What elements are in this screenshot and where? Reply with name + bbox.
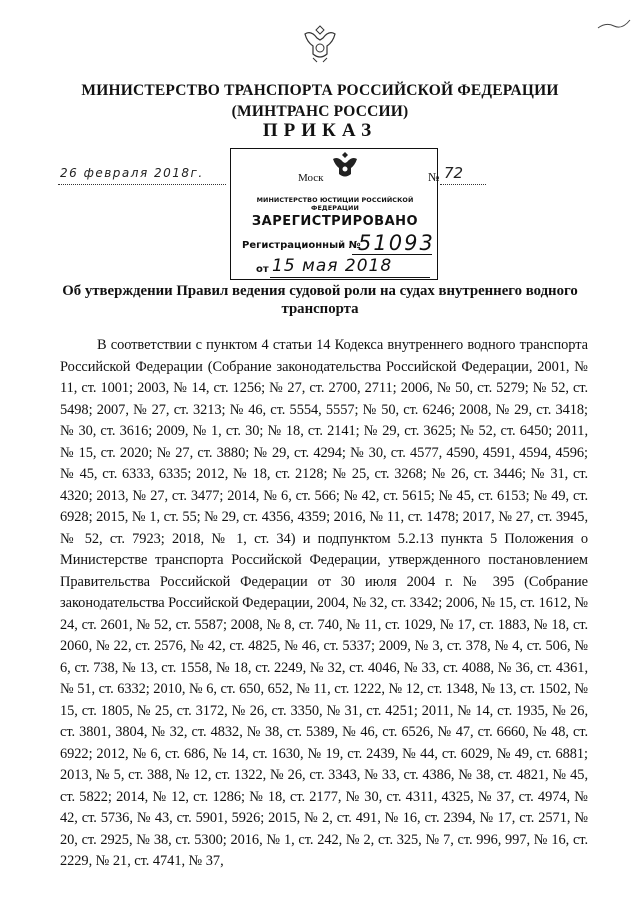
scan-mark-icon (596, 14, 632, 34)
order-date: 26 февраля 2018г. (60, 166, 204, 180)
order-number-label: № (428, 170, 440, 184)
date-underline (58, 184, 226, 185)
stamp-date: 15 мая 2018 (272, 256, 393, 276)
stamp-reg-underline (352, 254, 432, 255)
stamp-reg-number: 51093 (358, 231, 435, 255)
order-body-paragraph: В соответствии с пунктом 4 статьи 14 Кодекса внутреннего водного транспорта Российской Федерации (Собрание законодательства Российской Федерации, 2001, № 11, ст. 1001; 2003, № 14, ст. 1256; № 27, ст. 2700, 2711; 2006, № 50, ст. 5279; № 52, ст. 5498; 2007, № 27, ст. 3213; № 46, ст. 5554, 5557; № 50, ст. 6246; 2008, № 29, ст. 3418; № 30, ст. 3616; 2009, № 1, ст. 30; № 18, ст. 2141; № 29, ст. 3625; № 52, ст. 6450; 2011, № 15, ст. 2020; № 27, ст. 3880; № 29, ст. 4294; № 30, ст. 4577, 4590, 4591, 4594, 4596; № 45, ст. 6333, 6335; 2012, № 18, ст. 2128; № 25, ст. 3268; № 26, ст. 3446; № 31, ст. 4320; 2013, № 27, ст. 3477; 2014, № 6, ст. 566; № 42, ст. 5615; № 45, ст. 6153; № 49, ст. 6928; 2015, № 1, ст. 55; № 29, ст. 4356, 4359; 2016, № 11, ст. 1478; 2017, № 27, ст. 3945, № 52, ст. 7923; 2018, № 1, ст. 34) и подпунктом 5.2.13 пункта 5 Положения о Министерстве транспорта Российской Федерации, утвержденного постановлением Правительства Российской Федерации от 30 июля 2004 г. № 395 (Собрание законодательства Российской Федерации, 2004, № 32, ст. 3342; 2006, № 15, ст. 1612, № 24, ст. 2601, № 52, ст. 5587; 2008, № 8, ст. 740, № 11, ст. 1029, № 17, ст. 1883, № 18, ст. 2060, № 22, ст. 2576, № 42, ст. 4825, № 46, ст. 5337; 2009, № 3, ст. 378, № 4, ст. 506, № 6, ст. 738, № 13, ст. 1558, № 18, ст. 2249, № 32, ст. 4046, № 33, ст. 4088, № 36, ст. 4361, № 51, ст. 6332; 2010, № 6, ст. 650, 652, № 11, ст. 1222, № 12, ст. 1348, № 13, ст. 1502, № 15, ст. 1805, № 25, ст. 3172, № 26, ст. 3350, № 31, ст. 4251; 2011, № 14, ст. 1935, № 26, ст. 3801, 3804, № 32, ст. 4832, № 38, ст. 5389, № 46, ст. 6526, № 47, ст. 6660, № 48, ст. 6922; 2012, № 6, ст. 686, № 14, ст. 1630, № 19, ст. 2439, № 44, ст. 6029, № 49, ст. 6881; 2013, № 5, ст. 388, № 12, ст. 1322, № 26, ст. 3343, № 33, ст. 4386, № 38, ст. 4821, № 45, ст. 5822; 2014, № 12, ст. 1286; № 18, ст. 2177, № 30, ст. 4311, 4325, № 37, ст. 4974, № 42, ст. 5736, № 43, ст. 5901, 5926; 2015, № 2, ст. 491, № 16, ст. 2394, № 17, ст. 2571, № 20, ст. 2925, № 38, ст. 5300; 2016, № 1, ст. 242, № 2, ст. 325, № 7, ст. 996, 997, № 16, ст. 2229, № 21, ст. 4741, № 37, (60, 337, 588, 869)
stamp-date-underline (270, 277, 430, 278)
russian-coat-of-arms-icon (330, 150, 360, 182)
ministry-name: МИНИСТЕРСТВО ТРАНСПОРТА РОССИЙСКОЙ ФЕДЕРАЦИИ (81, 82, 559, 99)
stamp-reg-number-label: Регистрационный № (242, 240, 361, 251)
stamp-status: ЗАРЕГИСТРИРОВАНО (251, 214, 419, 229)
stamp-date-label: от (256, 264, 269, 275)
stamp-organization: МИНИСТЕРСТВО ЮСТИЦИИ РОССИЙСКОЙ ФЕДЕРАЦИИ (256, 196, 414, 212)
number-underline (440, 184, 486, 185)
russian-coat-of-arms-icon (297, 20, 343, 66)
ministry-short-name: (МИНТРАНС РОССИИ) (231, 103, 409, 120)
order-title: ПРИКАЗ (262, 120, 378, 141)
order-subject (0, 282, 640, 318)
order-number: 72 (444, 164, 464, 182)
order-city: Моск (298, 172, 324, 184)
ministry-header (0, 80, 640, 122)
subject-line-2: транспорта (281, 301, 359, 317)
subject-line-1: Об утверждении Правил ведения судовой роли на судах внутреннего водного (62, 283, 578, 299)
